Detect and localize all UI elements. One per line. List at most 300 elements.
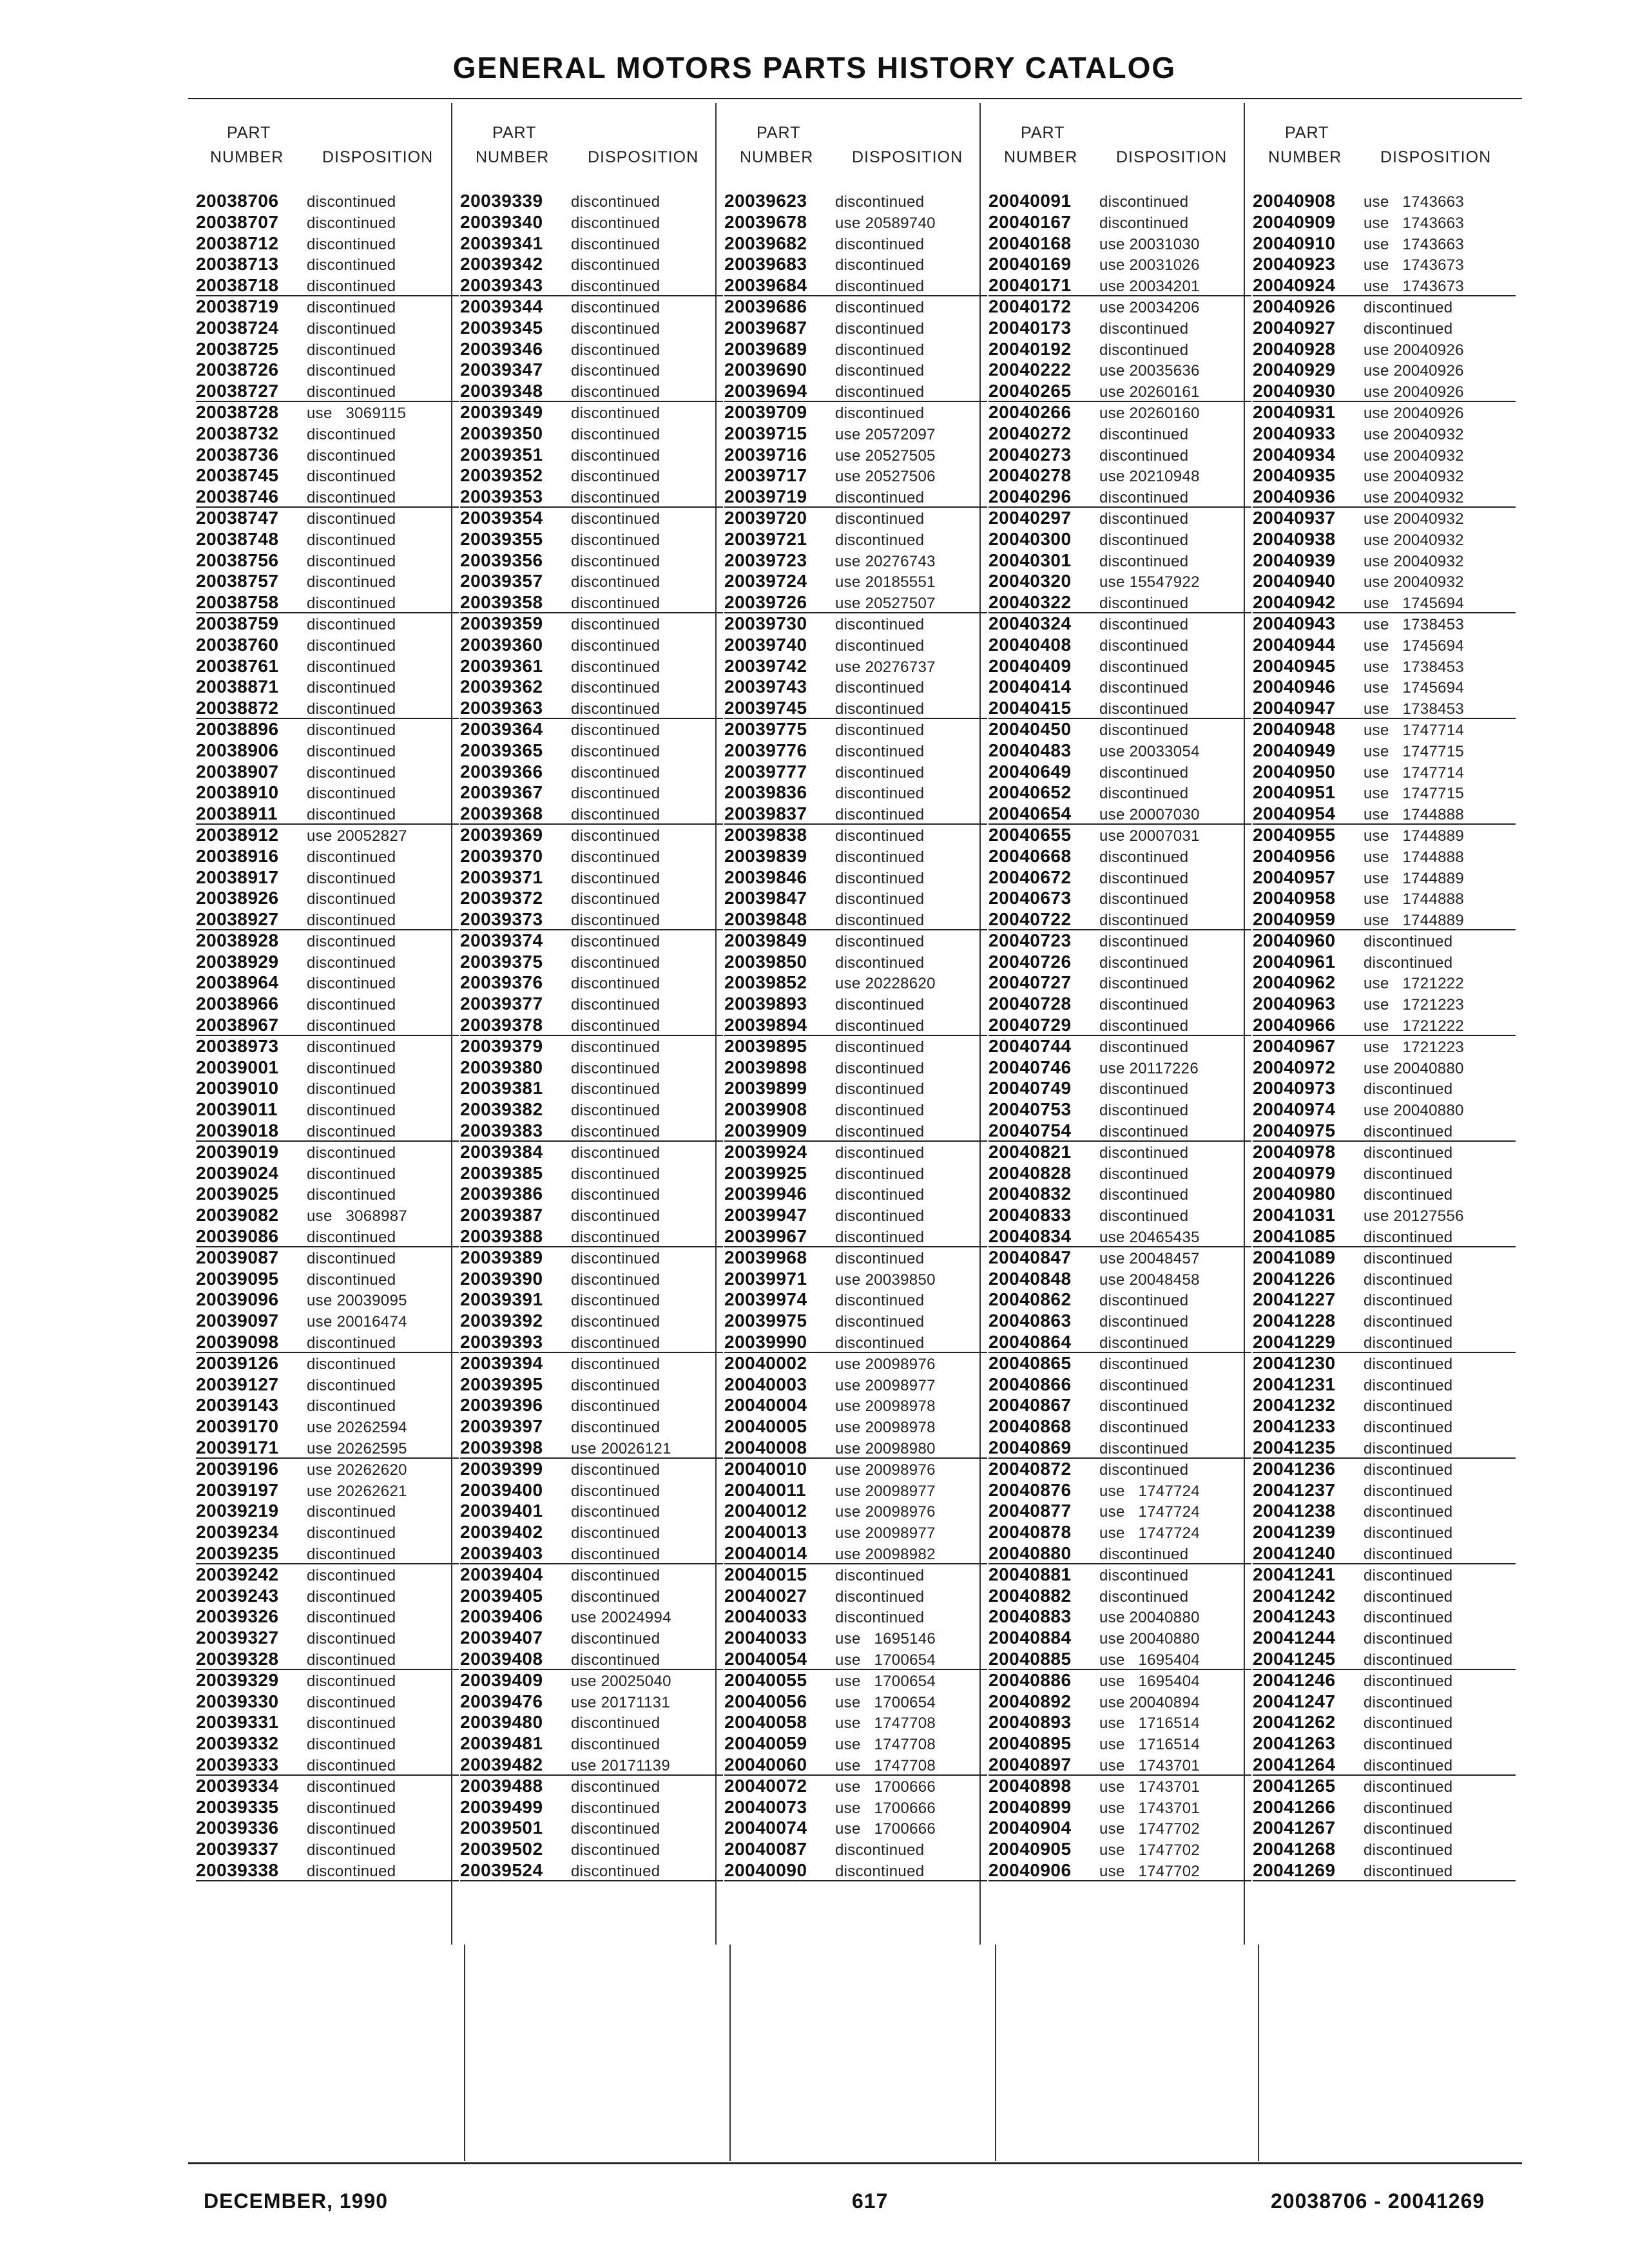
table-row (1253, 762, 1516, 783)
part-number: 20041245 (1253, 1648, 1336, 1669)
disposition: discontinued (1364, 320, 1453, 338)
disposition: discontinued (571, 235, 660, 253)
table-row (988, 571, 1251, 592)
disposition: discontinued (1099, 615, 1189, 633)
disposition: discontinued (835, 615, 925, 633)
disposition: discontinued (1364, 1186, 1453, 1204)
part-number: 20040869 (988, 1437, 1072, 1458)
table-row (460, 1416, 723, 1437)
part-number: 20038713 (196, 254, 279, 274)
part-number: 20039894 (724, 1015, 807, 1035)
part-number: 20039389 (460, 1247, 543, 1267)
disposition: discontinued (835, 1566, 925, 1584)
disposition: discontinued (307, 658, 396, 676)
disposition: discontinued (1364, 1419, 1453, 1437)
table-row (196, 994, 459, 1015)
part-number: 20038928 (196, 930, 279, 950)
part-number: 20038706 (196, 191, 279, 211)
table-row (196, 1712, 459, 1733)
part-number: 20038747 (196, 507, 279, 528)
part-number: 20039351 (460, 444, 543, 465)
table-row (460, 254, 723, 275)
part-number: 20039409 (460, 1669, 543, 1690)
table-row (1253, 1269, 1516, 1290)
table-row (724, 1015, 987, 1036)
part-number: 20041227 (1253, 1289, 1336, 1310)
table-row (988, 445, 1251, 466)
table-row (460, 1332, 723, 1353)
table-row (196, 1649, 459, 1670)
disposition: discontinued (835, 1038, 925, 1056)
disposition: use 20040880 (1099, 1609, 1200, 1627)
disposition: discontinued (1099, 700, 1189, 718)
table-row (724, 339, 987, 360)
disposition: discontinued (835, 700, 925, 718)
table-row (460, 1797, 723, 1818)
part-number: 20039336 (196, 1818, 279, 1838)
disposition: use 20033054 (1099, 742, 1200, 760)
disposition: use 20040880 (1364, 1059, 1464, 1077)
table-row (988, 1269, 1251, 1290)
table-row (988, 888, 1251, 909)
disposition: use 20465435 (1099, 1229, 1200, 1247)
disposition: use 1743663 (1364, 193, 1465, 211)
part-number: 20039383 (460, 1120, 543, 1141)
disposition: discontinued (571, 1503, 660, 1521)
table-row (988, 1860, 1251, 1881)
table-row (724, 1776, 987, 1797)
part-number: 20038973 (196, 1035, 279, 1056)
table-row (196, 677, 459, 698)
table-row (988, 803, 1251, 825)
part-number: 20039686 (724, 296, 807, 316)
table-row (988, 423, 1251, 445)
table-row (196, 1797, 459, 1818)
disposition: discontinued (835, 637, 925, 655)
part-number: 20039726 (724, 592, 807, 613)
table-row (460, 613, 723, 635)
part-number: 20040072 (724, 1775, 807, 1796)
disposition: discontinued (571, 1566, 660, 1584)
disposition: discontinued (571, 1799, 660, 1817)
part-number: 20040074 (724, 1818, 807, 1838)
disposition: discontinued (571, 298, 660, 316)
disposition: discontinued (571, 1841, 660, 1860)
table-row (460, 402, 723, 423)
disposition: use 1738453 (1364, 615, 1465, 633)
header-number: NUMBER (1268, 148, 1342, 166)
table-row (724, 508, 987, 529)
table-row (724, 1860, 987, 1881)
table-row (988, 1057, 1251, 1079)
table-row (196, 635, 459, 656)
table-row (724, 782, 987, 803)
part-number: 20040938 (1253, 528, 1336, 549)
table-row (988, 994, 1251, 1015)
disposition: discontinued (835, 489, 925, 507)
disposition: discontinued (307, 489, 396, 507)
table-row (460, 486, 723, 508)
table-row (460, 1036, 723, 1057)
part-number: 20040821 (988, 1141, 1072, 1162)
part-number: 20040948 (1253, 718, 1336, 739)
part-number: 20038725 (196, 338, 279, 359)
disposition: discontinued (835, 932, 925, 950)
disposition: use 20040932 (1364, 531, 1464, 549)
disposition: discontinued (1364, 1715, 1453, 1733)
table-row (724, 867, 987, 889)
table-row (196, 1142, 459, 1163)
part-number: 20040301 (988, 550, 1072, 570)
disposition: discontinued (307, 806, 396, 824)
table-row (724, 698, 987, 719)
part-number: 20039359 (460, 613, 543, 633)
disposition: discontinued (307, 742, 396, 760)
part-number: 20039776 (724, 740, 807, 760)
disposition: discontinued (835, 1059, 925, 1077)
table-row (988, 1036, 1251, 1057)
part-number: 20040974 (1253, 1099, 1336, 1120)
header-number: NUMBER (740, 148, 814, 166)
part-number: 20040058 (724, 1712, 807, 1733)
table-row (196, 296, 459, 318)
disposition: discontinued (307, 1651, 396, 1669)
disposition: discontinued (571, 510, 660, 528)
disposition: discontinued (1099, 531, 1189, 549)
table-row (460, 381, 723, 402)
part-number: 20039898 (724, 1057, 807, 1077)
part-number: 20040668 (988, 845, 1072, 866)
disposition: use 1747724 (1099, 1482, 1200, 1500)
part-number: 20039326 (196, 1606, 279, 1627)
part-number: 20039482 (460, 1754, 543, 1774)
part-number: 20039243 (196, 1585, 279, 1606)
header-part: PART (1021, 124, 1065, 142)
table-row (724, 719, 987, 740)
part-number: 20040004 (724, 1395, 807, 1416)
table-row (988, 1226, 1251, 1247)
table-row (724, 1691, 987, 1713)
table-row (196, 275, 459, 296)
part-number: 20040954 (1253, 803, 1336, 824)
part-number: 20038745 (196, 465, 279, 486)
disposition: discontinued (571, 1271, 660, 1289)
table-row (460, 1754, 723, 1776)
disposition: use 20171139 (571, 1756, 670, 1774)
disposition: use 20040880 (1099, 1630, 1200, 1648)
table-row (988, 1522, 1251, 1543)
disposition: discontinued (571, 742, 660, 760)
table-row (1253, 318, 1516, 339)
table-row (724, 1289, 987, 1311)
disposition: discontinued (571, 1461, 660, 1479)
table-row (196, 1226, 459, 1247)
disposition: discontinued (835, 404, 925, 422)
disposition: discontinued (1099, 1207, 1189, 1225)
table-row (988, 1353, 1251, 1374)
table-row (196, 1057, 459, 1079)
table-row (460, 1437, 723, 1459)
table-row (1253, 719, 1516, 740)
table-row (988, 677, 1251, 698)
disposition: discontinued (307, 1588, 396, 1606)
part-number: 20040966 (1253, 1015, 1336, 1035)
disposition: discontinued (307, 1144, 396, 1162)
table-row (460, 465, 723, 486)
disposition: use 20260161 (1099, 383, 1200, 401)
disposition: use 20262621 (307, 1482, 407, 1500)
part-number: 20039019 (196, 1141, 279, 1162)
disposition: discontinued (307, 1715, 396, 1733)
disposition: use 1721223 (1364, 996, 1465, 1014)
table-row (460, 296, 723, 318)
part-number: 20040033 (724, 1628, 807, 1648)
header-disposition: DISPOSITION (852, 148, 963, 166)
part-number: 20040723 (988, 930, 1072, 950)
column-header (193, 124, 458, 182)
table-row (1253, 1437, 1516, 1459)
disposition: use 20034201 (1099, 278, 1200, 296)
part-number: 20039719 (724, 486, 807, 507)
table-row (1253, 1205, 1516, 1226)
disposition: use 1747708 (835, 1715, 936, 1733)
part-number: 20040897 (988, 1754, 1072, 1774)
disposition: discontinued (1099, 552, 1189, 570)
part-number: 20039355 (460, 528, 543, 549)
part-number: 20039399 (460, 1458, 543, 1479)
table-row (1253, 508, 1516, 529)
part-number: 20040087 (724, 1839, 807, 1860)
disposition: discontinued (307, 531, 396, 549)
table-row (460, 212, 723, 233)
part-number: 20040967 (1253, 1035, 1336, 1056)
disposition: discontinued (571, 1651, 660, 1669)
part-number: 20039332 (196, 1733, 279, 1754)
disposition: use 1716514 (1099, 1736, 1200, 1754)
table-row (1253, 1712, 1516, 1733)
disposition: discontinued (1099, 1566, 1189, 1584)
table-row (196, 1776, 459, 1797)
table-row (1253, 1818, 1516, 1839)
disposition: discontinued (571, 975, 660, 993)
disposition: discontinued (571, 1630, 660, 1648)
part-number: 20039740 (724, 634, 807, 655)
disposition: discontinued (307, 785, 396, 803)
part-number: 20040054 (724, 1648, 807, 1669)
table-row (460, 318, 723, 339)
part-number: 20040961 (1253, 951, 1336, 972)
part-number: 20039393 (460, 1332, 543, 1352)
table-row (1253, 930, 1516, 952)
part-number: 20039235 (196, 1543, 279, 1563)
disposition: discontinued (571, 489, 660, 507)
table-row (1253, 1860, 1516, 1881)
table-row (988, 1247, 1251, 1269)
disposition: discontinued (835, 1144, 925, 1162)
table-row (460, 867, 723, 889)
part-number: 20039401 (460, 1501, 543, 1521)
table-row (988, 1416, 1251, 1437)
disposition: discontinued (835, 1292, 925, 1310)
table-row (724, 1670, 987, 1691)
disposition: discontinued (571, 679, 660, 697)
table-row (724, 1649, 987, 1670)
table-row (460, 656, 723, 677)
table-row (460, 1586, 723, 1607)
table-row (1253, 909, 1516, 930)
disposition: discontinued (835, 742, 925, 760)
disposition: discontinued (1364, 1376, 1453, 1394)
part-number: 20040865 (988, 1352, 1072, 1373)
table-row (1253, 233, 1516, 255)
disposition: discontinued (571, 1123, 660, 1141)
part-number: 20039343 (460, 275, 543, 296)
disposition: discontinued (1099, 214, 1189, 232)
disposition: discontinued (1364, 1440, 1453, 1458)
disposition: discontinued (1099, 320, 1189, 338)
disposition: discontinued (1364, 1165, 1453, 1183)
disposition: discontinued (307, 193, 396, 211)
header-disposition: DISPOSITION (1116, 148, 1228, 166)
part-number: 20039367 (460, 782, 543, 803)
disposition: use 20007030 (1099, 806, 1200, 824)
part-number: 20040654 (988, 803, 1072, 824)
part-number: 20040408 (988, 634, 1072, 655)
disposition: discontinued (1364, 1862, 1453, 1880)
part-number: 20039384 (460, 1141, 543, 1162)
table-row (1253, 994, 1516, 1015)
table-row (1253, 212, 1516, 233)
part-number: 20040931 (1253, 401, 1336, 422)
part-number: 20040885 (988, 1648, 1072, 1669)
part-number: 20039327 (196, 1628, 279, 1648)
part-number: 20040722 (988, 909, 1072, 930)
part-number: 20039356 (460, 550, 543, 570)
part-number: 20040450 (988, 718, 1072, 739)
header-number: NUMBER (210, 148, 284, 166)
disposition: discontinued (1364, 1609, 1453, 1627)
table-row (196, 1437, 459, 1459)
disposition: use 20098980 (835, 1440, 936, 1458)
disposition: discontinued (571, 341, 660, 359)
disposition: discontinued (835, 1313, 925, 1331)
part-number: 20039838 (724, 824, 807, 845)
disposition: use 1721223 (1364, 1038, 1465, 1056)
table-row (724, 1142, 987, 1163)
table-row (460, 1289, 723, 1311)
part-number: 20040483 (988, 740, 1072, 760)
disposition: discontinued (1099, 1038, 1189, 1056)
table-row (196, 1670, 459, 1691)
disposition: discontinued (571, 573, 660, 591)
disposition: discontinued (307, 1038, 396, 1056)
table-row (724, 1247, 987, 1269)
table-row (460, 1564, 723, 1586)
part-number: 20039361 (460, 655, 543, 676)
part-number: 20040959 (1253, 909, 1336, 930)
part-number: 20040950 (1253, 761, 1336, 782)
part-number: 20038728 (196, 401, 279, 422)
part-number: 20041231 (1253, 1374, 1336, 1394)
disposition: use 20040932 (1364, 425, 1464, 443)
table-row (460, 1543, 723, 1564)
table-row (196, 846, 459, 867)
table-row (724, 1606, 987, 1628)
disposition: use 1738453 (1364, 700, 1465, 718)
table-row (460, 360, 723, 381)
table-row (724, 465, 987, 486)
table-row (724, 296, 987, 318)
table-row (1253, 803, 1516, 825)
table-row (460, 1776, 723, 1797)
table-row (1253, 486, 1516, 508)
part-number: 20040936 (1253, 486, 1336, 507)
part-number: 20039086 (196, 1226, 279, 1247)
disposition: discontinued (307, 1799, 396, 1817)
table-row (1253, 1606, 1516, 1628)
disposition: use 20040926 (1364, 341, 1464, 359)
part-number: 20039352 (460, 465, 543, 486)
part-number: 20040409 (988, 655, 1072, 676)
part-number: 20039837 (724, 803, 807, 824)
disposition: discontinued (571, 912, 660, 930)
part-number: 20039694 (724, 381, 807, 401)
disposition: discontinued (1364, 932, 1453, 950)
disposition: discontinued (1099, 658, 1189, 676)
table-row (460, 1353, 723, 1374)
part-number: 20039967 (724, 1226, 807, 1247)
table-row (724, 1564, 987, 1586)
part-number: 20038718 (196, 275, 279, 296)
disposition: discontinued (307, 320, 396, 338)
table-row (460, 233, 723, 255)
part-number: 20039345 (460, 317, 543, 338)
table-row (196, 233, 459, 255)
disposition: use 1747708 (835, 1736, 936, 1754)
table-row (724, 1395, 987, 1416)
part-number: 20039924 (724, 1141, 807, 1162)
part-number: 20039339 (460, 191, 543, 211)
disposition: discontinued (571, 658, 660, 676)
column-header (987, 124, 1251, 182)
table-row (196, 1120, 459, 1142)
table-row (988, 508, 1251, 529)
table-row (460, 1459, 723, 1480)
disposition: discontinued (307, 1059, 396, 1077)
table-row (196, 1374, 459, 1396)
part-number: 20040011 (724, 1479, 807, 1500)
part-number: 20040278 (988, 465, 1072, 486)
table-row (988, 1839, 1251, 1860)
disposition: use 1700666 (835, 1820, 936, 1838)
disposition: discontinued (307, 1229, 396, 1247)
part-number: 20039405 (460, 1585, 543, 1606)
part-number: 20039335 (196, 1796, 279, 1817)
part-number: 20040876 (988, 1479, 1072, 1500)
disposition: use 20185551 (835, 573, 936, 591)
table-row (1253, 1628, 1516, 1649)
table-row (196, 825, 459, 846)
part-number: 20039968 (724, 1247, 807, 1267)
disposition: use 20098977 (835, 1524, 936, 1542)
disposition: use 20098978 (835, 1419, 936, 1437)
disposition: use 1700666 (835, 1778, 936, 1796)
part-number: 20040898 (988, 1775, 1072, 1796)
table-row (196, 486, 459, 508)
table-row (988, 1628, 1251, 1649)
disposition: use 1745694 (1364, 595, 1465, 613)
part-number: 20039334 (196, 1775, 279, 1796)
